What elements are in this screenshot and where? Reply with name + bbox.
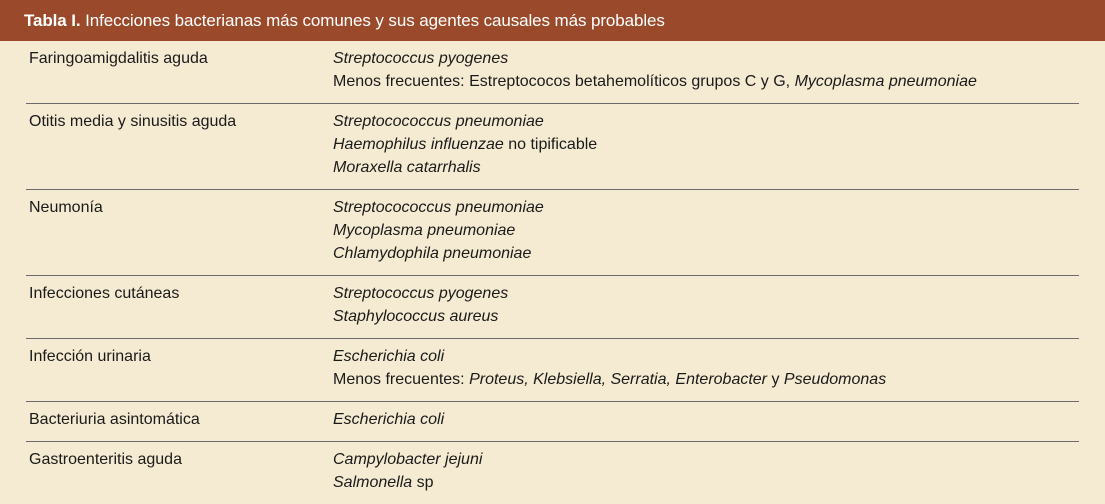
agent-text: Staphylococcus aureus: [333, 308, 499, 325]
agent-text: Streptococcus pyogenes: [333, 285, 509, 302]
agent-text: Menos frecuentes: Estreptococos betahemolíticos grupos C y G,: [333, 73, 795, 90]
agent-text: Escherichia coli: [333, 348, 445, 365]
agents-cell: [333, 345, 886, 391]
table-row: [26, 41, 1079, 104]
agent-line: [333, 242, 544, 265]
agent-line: [333, 345, 886, 368]
condition-cell: Faringoamigdalitis aguda: [29, 50, 208, 67]
table-row: [26, 339, 1079, 402]
agents-cell: [333, 282, 508, 328]
agent-text: Streptocococcus pneumoniae: [333, 199, 544, 216]
agent-text: Menos frecuentes:: [333, 371, 470, 388]
agent-text: no tipificable: [503, 136, 598, 153]
agents-cell: [333, 408, 444, 431]
condition-cell: Otitis media y sinusitis aguda: [29, 113, 237, 130]
agent-text: sp: [412, 474, 434, 491]
agent-text: y: [767, 371, 784, 388]
agent-line: [333, 196, 544, 219]
agent-text: Proteus, Klebsiella, Serratia, Enterobacter: [469, 371, 768, 388]
table-row: [26, 190, 1079, 276]
agent-line: [333, 47, 977, 70]
agent-line: [333, 305, 508, 328]
agent-text: Haemophilus influenzae: [333, 136, 504, 153]
agent-line: [333, 408, 444, 431]
condition-cell: Infecciones cutáneas: [29, 285, 180, 302]
table-label: Tabla I.: [24, 11, 81, 30]
condition-cell: Bacteriuria asintomática: [29, 411, 200, 428]
agent-line: [333, 282, 508, 305]
agent-line: [333, 156, 597, 179]
agent-line: [333, 133, 597, 156]
agent-text: Streptococcus pyogenes: [333, 50, 509, 67]
condition-cell: Infección urinaria: [29, 348, 151, 365]
agent-line: [333, 70, 977, 93]
agents-cell: [333, 47, 977, 93]
agent-text: Streptocococcus pneumoniae: [333, 113, 544, 130]
condition-cell: Neumonía: [29, 199, 103, 216]
agent-text: Moraxella catarrhalis: [333, 159, 481, 176]
agent-text: Pseudomonas: [783, 371, 887, 388]
agent-text: Escherichia coli: [333, 411, 445, 428]
agents-cell: [333, 196, 544, 265]
agents-cell: [333, 110, 597, 179]
agent-line: [333, 471, 482, 494]
agent-text: Salmonella: [333, 474, 413, 491]
agent-line: [333, 368, 886, 391]
table-row: [26, 276, 1079, 339]
table-row: [26, 442, 1079, 504]
table-title: Infecciones bacterianas más comunes y sus agentes causales más probables: [85, 11, 665, 30]
agent-text: Mycoplasma pneumoniae: [794, 73, 977, 90]
agent-text: Campylobacter jejuni: [333, 451, 483, 468]
agent-text: Chlamydophila pneumoniae: [333, 245, 532, 262]
table-row: [26, 402, 1079, 442]
table-row: [26, 104, 1079, 190]
condition-cell: Gastroenteritis aguda: [29, 451, 182, 468]
agent-line: [333, 219, 544, 242]
agent-line: [333, 448, 482, 471]
agents-cell: [333, 448, 482, 494]
agent-line: [333, 110, 597, 133]
agent-text: Mycoplasma pneumoniae: [333, 222, 516, 239]
table-header: [0, 0, 1105, 41]
